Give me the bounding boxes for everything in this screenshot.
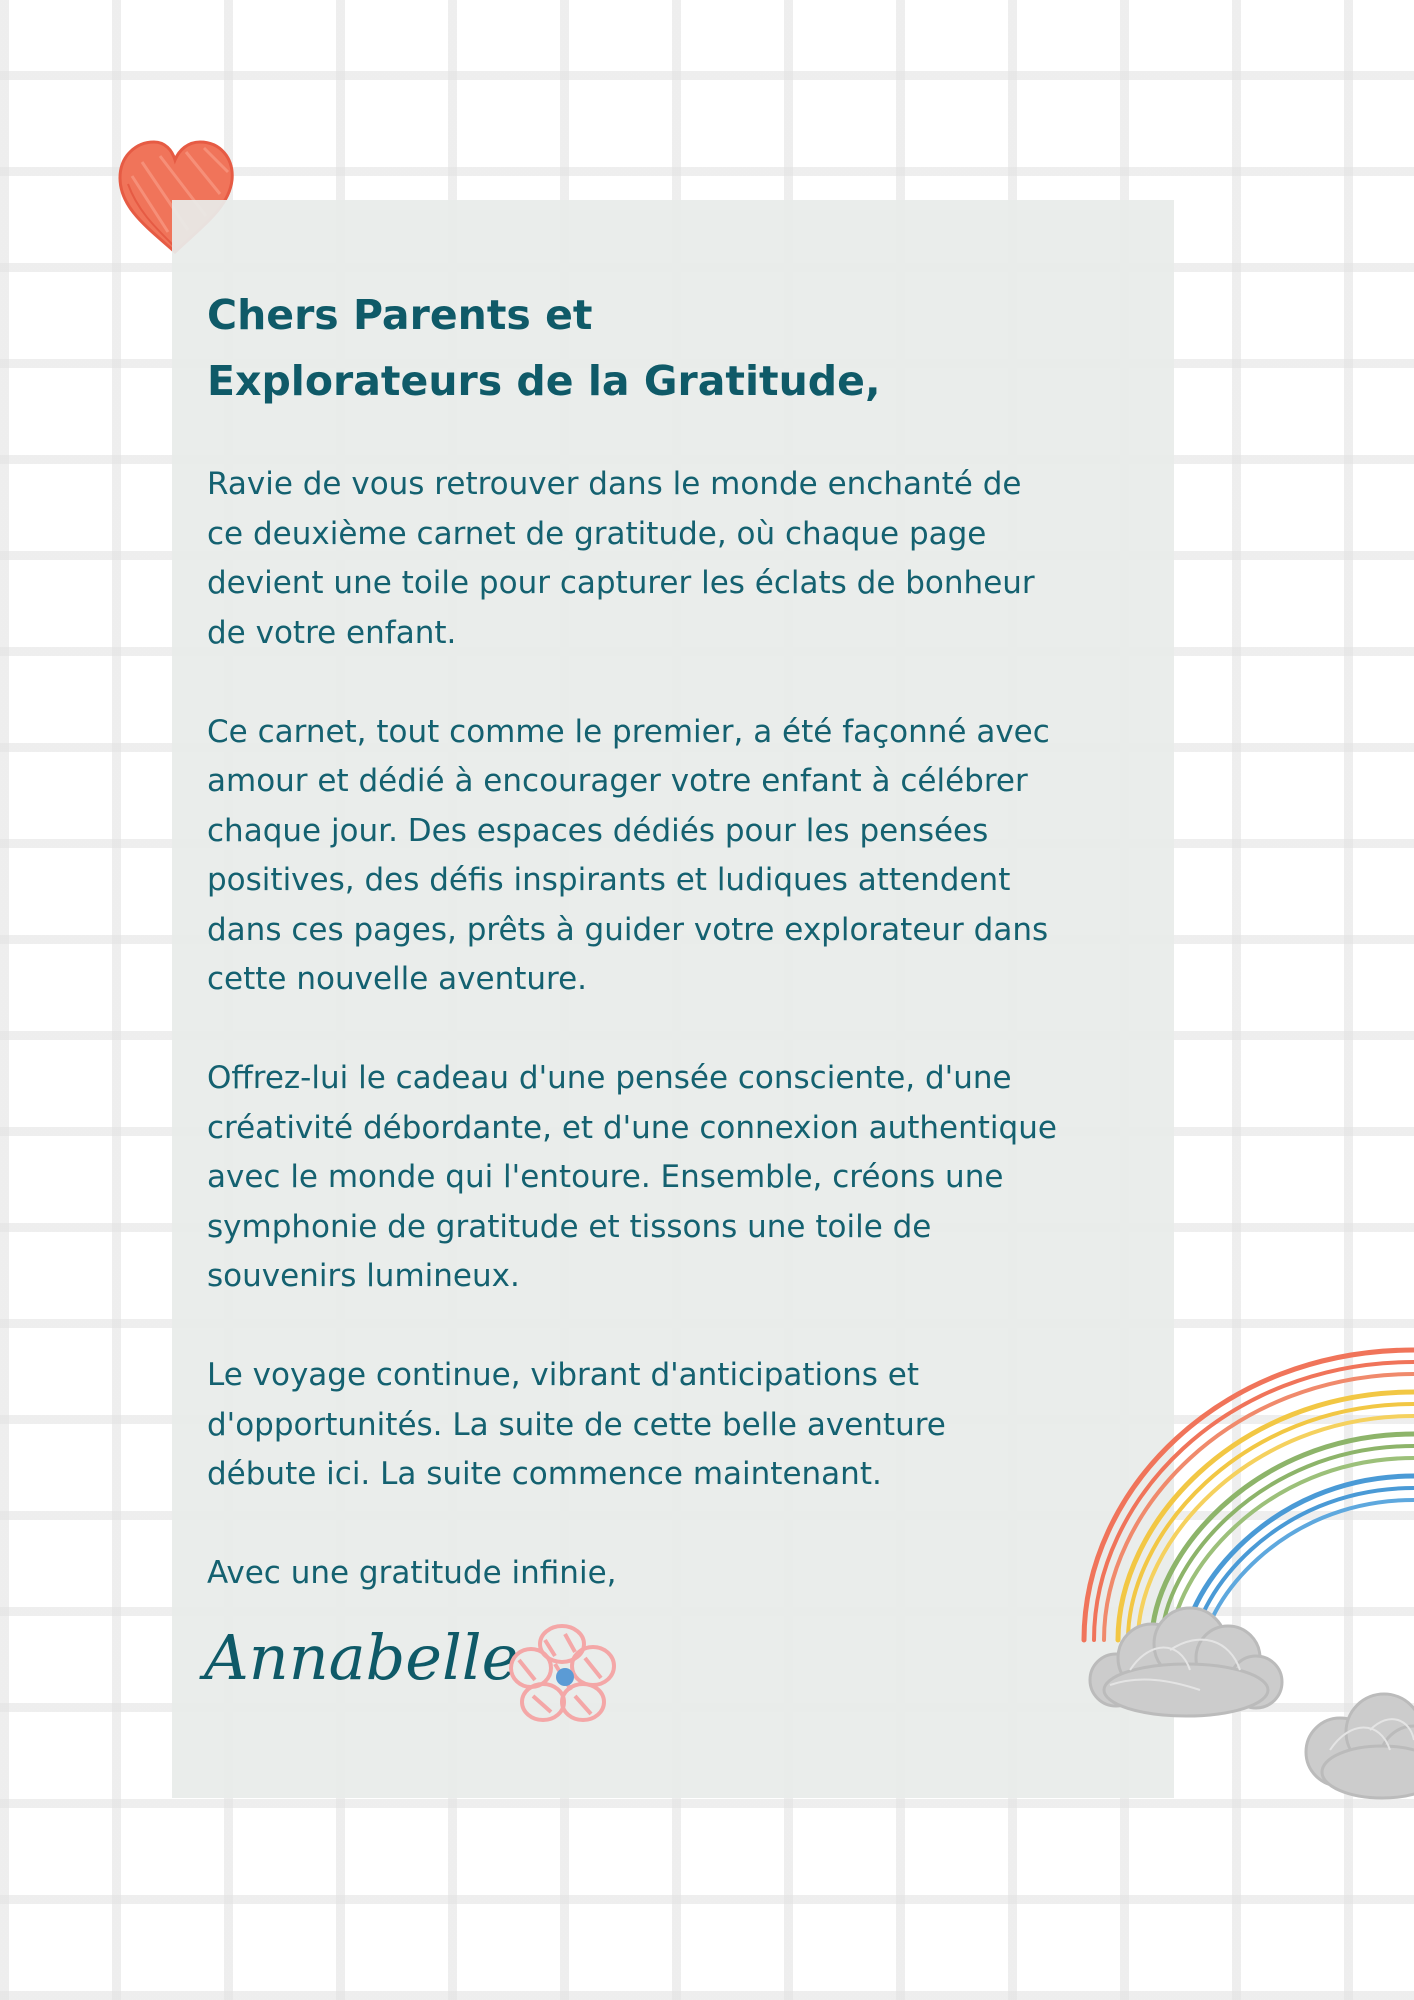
paragraph-line: ce deuxième carnet de gratitude, où chaque page [207, 515, 987, 552]
heading-line: Explorateurs de la Gratitude, [207, 357, 881, 405]
paragraph-line: débute ici. La suite commence maintenant. [207, 1456, 882, 1492]
paragraph-line: amour et dédié à encourager votre enfant à célébrer [207, 763, 1028, 799]
letter-body [207, 460, 1137, 1648]
heading-line: Chers Parents et [207, 291, 593, 339]
paragraph [207, 1351, 1137, 1500]
paragraph-line: dans ces pages, prêts à guider votre explorateur dans [207, 911, 1049, 948]
paragraph-line: d'opportunités. La suite de cette belle aventure [207, 1406, 946, 1443]
paragraph-line: symphonie de gratitude et tissons une toile de [207, 1208, 932, 1245]
paragraph-line: chaque jour. Des espaces dédiés pour les pensées [207, 812, 989, 849]
paragraph-line: Ravie de vous retrouver dans le monde enchanté de [207, 466, 1022, 502]
paragraph-line: Offrez-lui le cadeau d'une pensée consciente, d'une [207, 1060, 1012, 1096]
paragraph [207, 1054, 1137, 1302]
letter-heading [207, 282, 967, 414]
paragraph [207, 708, 1137, 1005]
signature: Annabelle [204, 1621, 519, 1694]
paragraph-line: avec le monde qui l'entoure. Ensemble, créons une [207, 1159, 1004, 1195]
closing-line: Avec une gratitude infinie, [207, 1555, 617, 1591]
paragraph [207, 460, 1137, 658]
flower-icon [505, 1620, 620, 1728]
paragraph-line: positives, des défis inspirants et ludiques attendent [207, 862, 1011, 898]
paragraph-line: créativité débordante, et d'une connexion authentique [207, 1109, 1057, 1146]
paragraph-line: souvenirs lumineux. [207, 1258, 520, 1294]
paragraph-line: de votre enfant. [207, 614, 457, 651]
rainbow-icon [1070, 1340, 1414, 1820]
paragraph-line: Ce carnet, tout comme le premier, a été façonné avec [207, 713, 1050, 750]
paragraph-line: cette nouvelle aventure. [207, 961, 588, 997]
paragraph-line: Le voyage continue, vibrant d'anticipations et [207, 1357, 920, 1393]
paragraph-line: devient une toile pour capturer les éclats de bonheur [207, 565, 1035, 601]
